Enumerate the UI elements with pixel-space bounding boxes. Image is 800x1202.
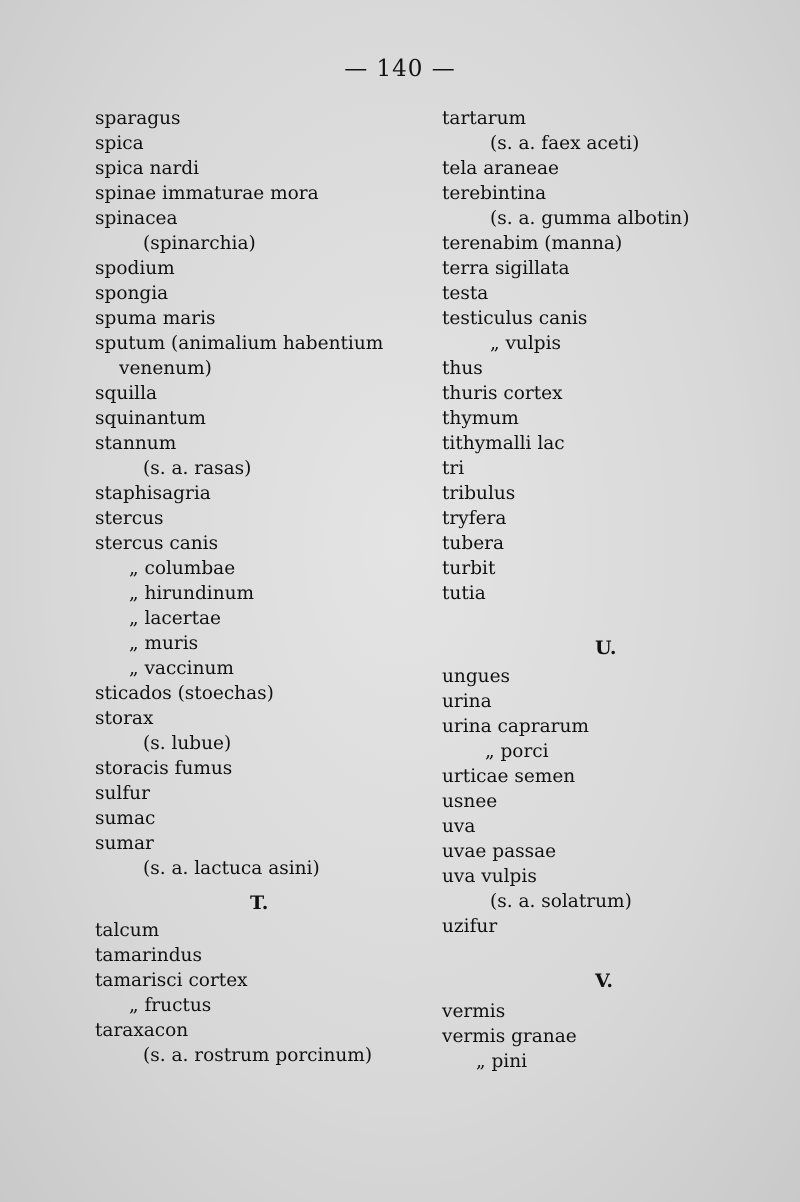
index-entry: sputum (animalium habentium [95,333,384,354]
index-entry: testiculus canis [442,308,588,329]
section-heading: U. [595,637,617,659]
index-entry: stannum [95,433,177,454]
index-entry: tutia [442,583,486,604]
index-entry: squinantum [95,408,206,429]
index-entry: tithymalli lac [442,433,565,454]
index-entry: (s. lubue) [143,733,232,754]
index-entry: thymum [442,408,519,429]
index-entry: (spinarchia) [143,233,256,254]
index-entry: spinacea [95,208,178,229]
section-heading: T. [250,892,269,914]
index-entry: stercus [95,508,164,529]
index-entry: (s. a. rostrum porcinum) [143,1045,373,1066]
index-entry: vermis granae [442,1026,577,1047]
index-entry: tribulus [442,483,516,504]
index-entry: ungues [442,666,511,687]
index-entry: „ muris [129,633,199,654]
index-entry: sumar [95,833,154,854]
index-entry: „ porci [485,741,549,762]
index-entry: uvae passae [442,841,557,862]
index-entry: vermis [442,1001,506,1022]
index-entry: urina [442,691,492,712]
index-entry: „ pini [476,1051,528,1072]
index-entry: spodium [95,258,175,279]
index-entry: testa [442,283,489,304]
index-entry: „ vaccinum [129,658,234,679]
index-entry: „ hirundinum [129,583,255,604]
index-entry: sulfur [95,783,150,804]
index-entry: spongia [95,283,169,304]
index-entry: uva vulpis [442,866,537,887]
index-entry: sparagus [95,108,181,129]
index-entry: „ lacertae [129,608,221,629]
index-entry: uzifur [442,916,498,937]
index-entry: urticae semen [442,766,576,787]
index-entry: taraxacon [95,1020,189,1041]
index-entry: tamarisci cortex [95,970,248,991]
index-entry: sumac [95,808,156,829]
index-entry: terenabim (manna) [442,233,623,254]
index-entry: tela araneae [442,158,559,179]
index-entry: squilla [95,383,158,404]
index-entry: tubera [442,533,505,554]
index-entry: tryfera [442,508,507,529]
index-entry: turbit [442,558,496,579]
index-entry: talcum [95,920,160,941]
index-entry: storacis fumus [95,758,233,779]
index-entry: storax [95,708,154,729]
index-entry: urina caprarum [442,716,589,737]
index-entry: „ fructus [129,995,212,1016]
index-entry: (s. a. lactuca asini) [143,858,320,879]
page-number: — 140 — [344,56,456,82]
index-entry: uva [442,816,476,837]
index-entry: spinae immaturae mora [95,183,319,204]
index-entry: sticados (stoechas) [95,683,274,704]
index-entry: staphisagria [95,483,211,504]
index-entry: (s. a. solatrum) [490,891,632,912]
index-entry: terra sigillata [442,258,570,279]
index-entry: usnee [442,791,498,812]
index-entry: thus [442,358,483,379]
index-entry: spica nardi [95,158,200,179]
index-entry: (s. a. rasas) [143,458,252,479]
index-entry: (s. a. faex aceti) [490,133,640,154]
index-entry: (s. a. gumma albotin) [490,208,690,229]
index-entry: thuris cortex [442,383,563,404]
index-entry: spica [95,133,144,154]
index-entry: venenum) [119,358,212,379]
index-entry: „ vulpis [490,333,562,354]
index-entry: „ columbae [129,558,236,579]
index-entry: spuma maris [95,308,216,329]
index-entry: terebintina [442,183,547,204]
section-heading: V. [595,970,614,992]
index-entry: tri [442,458,465,479]
index-entry: tamarindus [95,945,202,966]
index-entry: tartarum [442,108,527,129]
index-entry: stercus canis [95,533,219,554]
